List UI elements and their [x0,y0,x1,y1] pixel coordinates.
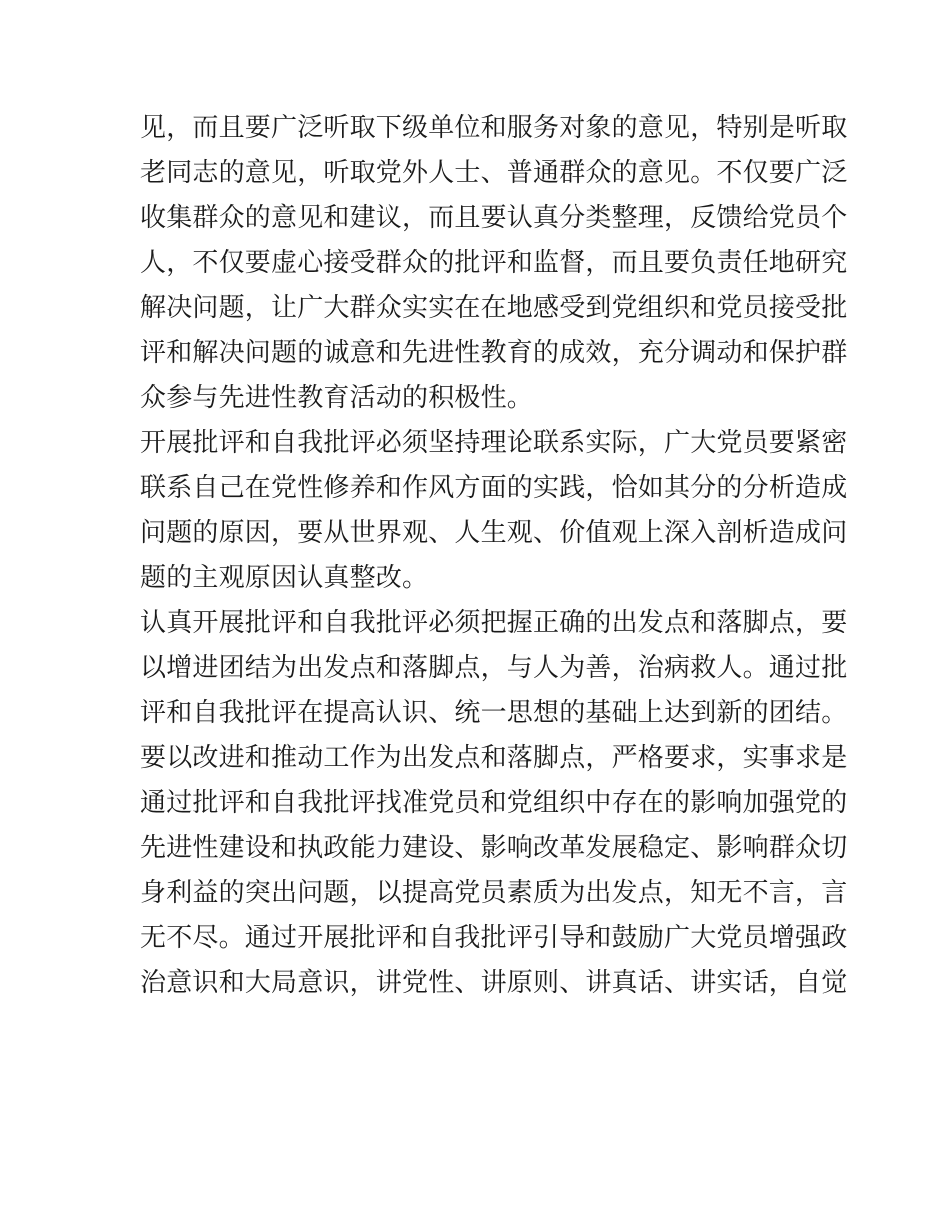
text-line: 解决问题，让广大群众实实在在地感受到党组织和党员接受批 [140,293,848,323]
text-line: 联系自己在党性修养和作风方面的实践，恰如其分的分析造成 [140,473,848,503]
text-line: 收集群众的意见和建议，而且要认真分类整理，反馈给党员个 [140,203,848,233]
text-line: 开展批评和自我批评必须坚持理论联系实际，广大党员要紧密 [140,428,848,458]
text-line: 通过批评和自我批评找准党员和党组织中存在的影响加强党的 [140,788,848,818]
text-line: 见，而且要广泛听取下级单位和服务对象的意见，特别是听取 [140,113,848,143]
text-line: 众参与先进性教育活动的积极性。 [140,383,534,413]
text-line: 以增进团结为出发点和落脚点，与人为善，治病救人。通过批 [140,653,848,683]
text-line: 老同志的意见，听取党外人士、普通群众的意见。不仅要广泛 [140,158,848,188]
text-line: 题的主观原因认真整改。 [140,563,429,593]
text-line: 问题的原因，要从世界观、人生观、价值观上深入剖析造成问 [140,518,848,548]
text-line: 评和解决问题的诚意和先进性教育的成效，充分调动和保护群 [140,338,848,368]
text-line: 先进性建设和执政能力建设、影响改革发展稳定、影响群众切 [140,833,848,863]
text-line: 无不尽。通过开展批评和自我批评引导和鼓励广大党员增强政 [140,923,848,953]
text-line: 认真开展批评和自我批评必须把握正确的出发点和落脚点，要 [140,608,848,638]
text-line: 治意识和大局意识，讲党性、讲原则、讲真话、讲实话，自觉 [140,968,848,998]
text-line: 人，不仅要虚心接受群众的批评和监督，而且要负责任地研究 [140,248,848,278]
text-line: 评和自我批评在提高认识、统一思想的基础上达到新的团结。 [140,698,848,728]
text-line: 身利益的突出问题，以提高党员素质为出发点，知无不言，言 [140,878,848,908]
text-line: 要以改进和推动工作为出发点和落脚点，严格要求，实事求是 [140,743,848,773]
body-text [140,106,848,1006]
